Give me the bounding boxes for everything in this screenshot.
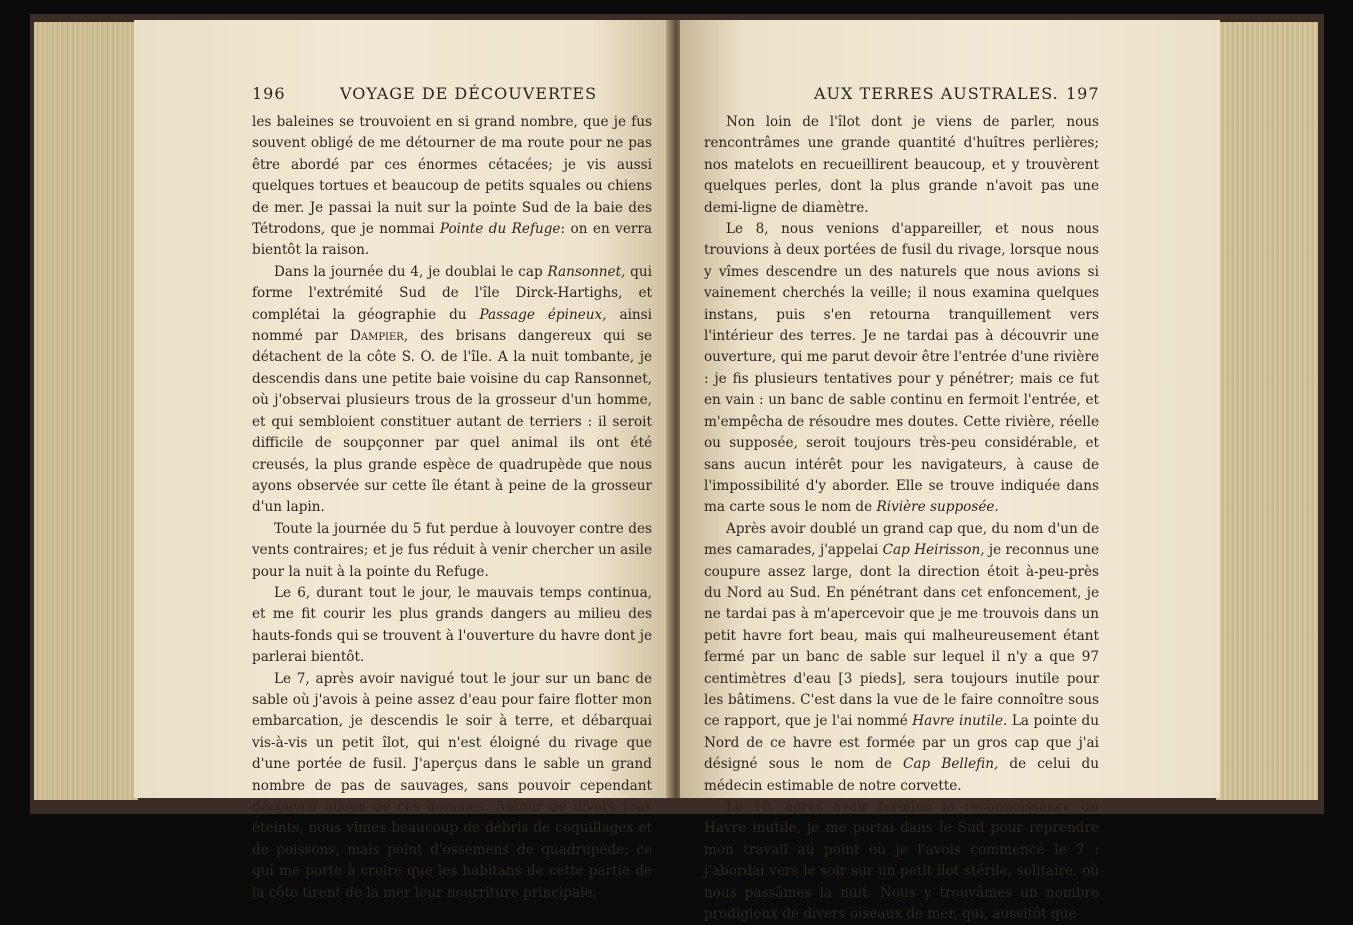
- paragraph: Toute la journée du 5 fut perdue à louvoyer contre des vents contraires; et je fus réduit à venir chercher un asile pour la nuit à la pointe du Refuge.: [252, 520, 652, 580]
- left-page: [134, 20, 672, 901]
- left-running-head: VOYAGE DE DÉCOUVERTES: [340, 84, 598, 103]
- page-edges-right: [1216, 22, 1318, 800]
- right-running-head: AUX TERRES AUSTRALES.: [814, 84, 1059, 103]
- right-page: [680, 20, 1220, 923]
- paragraph: Non loin de l'îlot dont je viens de parler, nous rencontrâmes une grande quantité d'huîtres perlières; nos matelots en recueillirent beaucoup, et y trouvèrent quelques perles, dont la plus grande n'avoit pas une demi-ligne de diamètre.: [704, 114, 1099, 216]
- right-page-number: 197: [1066, 84, 1100, 103]
- left-page-number: 196: [252, 84, 286, 103]
- left-body-text: [252, 112, 652, 904]
- paragraph: Le 7, après avoir navigué tout le jour sur un banc de sable où j'avois à peine assez d'eau pour faire flotter mon embarcation, je descendis le soir à terre, et débarquai vis-à-vis un petit îlot, qui n'est éloigné du rivage que d'une portée de fusil. J'aperçus dans le sable un grand nombre de pas de sauvages, sans pouvoir cependant découvrir aucun de ces hommes. Autour de divers feux éteints, nous vîmes beaucoup de débris de coquillages et de poissons, mais point d'ossemens de quadrupède; ce qui me porte à croire que les habitans de cette partie de la côte tirent de la mer leur nourriture principale.: [252, 670, 652, 901]
- paragraph: les baleines se trouvoient en si grand nombre, que je fus souvent obligé de me détourner de ma route pour ne pas être abordé par ces énormes cétacées; je vis aussi quelques tortues et beaucoup de petits squales ou chiens de mer. Je passai la nuit sur la pointe Sud de la baie des Tétrodons, que je nommai Pointe du Refuge: on en verra bientôt la raison.: [252, 114, 652, 259]
- page-edges-left: [34, 22, 138, 800]
- paragraph: Le 8, nous venions d'appareiller, et nous nous trouvions à deux portées de fusil du rivage, lorsque nous y vîmes descendre un des naturels que nous avions si vainement cherchés la veille; il nous examina quelques instans, puis s'en retourna tranquillement vers l'intérieur des terres. Je ne tardai pas à découvrir une ouverture, qui me parut devoir être l'entrée d'une rivière : je fis plusieurs tentatives pour y pénétrer; mais ce fut en vain : un banc de sable continu en fermoit l'entrée, et m'empêcha de résoudre mes doutes. Cette rivière, réelle ou supposée, seroit toujours très-peu considérable, et sans aucun intérêt pour les navigateurs, à cause de l'impossibilité d'y aborder. Elle se trouve indiquée dans ma carte sous le nom de Rivière supposée.: [704, 221, 1099, 516]
- paragraph: Dans la journée du 4, je doublai le cap Ransonnet, qui forme l'extrémité Sud de l'île Dirck-Hartighs, et complétai la géographie du Passage épineux, ainsi nommé par Dampier, des brisans dangereux qui se détachent de la côte S. O. de l'île. A la nuit tombante, je descendis dans une petite baie voisine du cap Ransonnet, où j'observai plusieurs trous de la grosseur d'un homme, et qui sembloient constituer autant de terriers : il seroit difficile de soupçonner par quel animal ils ont été creusés, la plus grande espèce de quadrupède que nous ayons observée sur cette île étant à peine de la grosseur d'un lapin.: [252, 263, 653, 516]
- right-body-text: [704, 112, 1099, 925]
- paragraph: Le 6, durant tout le jour, le mauvais temps continua, et me fit courir les plus grands dangers au milieu des hauts-fonds qui se trouvent à l'ouverture du havre dont je parlerai bientôt.: [252, 584, 652, 666]
- paragraph: Le 10, après avoir terminé la reconnoissance du Havre inutile, je me portai dans le Sud pour reprendre mon travail au point où je l'avois commencé le 7 : j'abordai vers le soir sur un petit îlot stérile, solitaire, où nous passâmes la nuit. Nous y trouvâmes un nombre prodigieux de divers oiseaux de mer, qui, aussitôt que: [704, 799, 1099, 923]
- paragraph: Après avoir doublé un grand cap que, du nom d'un de mes camarades, j'appelai Cap Heirisson, je reconnus une coupure assez large, dont la direction étoit à-peu-près du Nord au Sud. En pénétrant dans cet enfoncement, je ne tardai pas à m'apercevoir que je me trouvois dans un petit havre fort beau, mais qui malheureusement étant fermé par un banc de sable sur lequel il n'y a que 97 centimètres d'eau [3 pieds], sera toujours inutile pour les bâtimens. C'est dans la vue de le faire connoître sous ce rapport, que je l'ai nommé Havre inutile. La pointe du Nord de ce havre est formée par un gros cap que j'ai désigné sous le nom de Cap Bellefin, de celui du médecin estimable de notre corvette.: [704, 520, 1099, 794]
